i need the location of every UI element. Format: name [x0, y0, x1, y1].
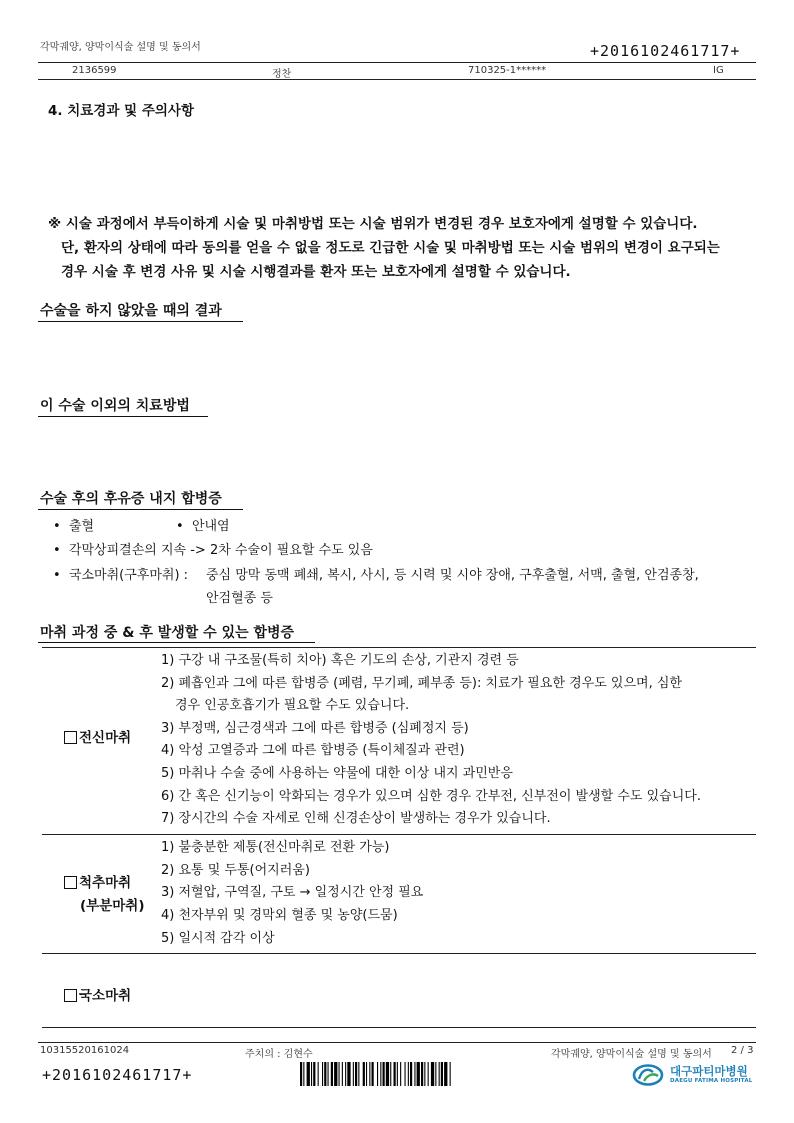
- hospital-logo: [632, 1063, 762, 1087]
- hospital-name-en: DAEGU FATIMA HOSPITAL: [670, 1078, 753, 1084]
- general-anesthesia-item: 4) 악성 고열증과 그에 따른 합병증 (특이체질과 관련): [161, 743, 465, 758]
- complication-epithelial-defect-text: 각막상피결손의 지속 -> 2차 수술이 필요할 수도 있음: [68, 543, 373, 558]
- local-anesthesia-option[interactable]: [64, 984, 131, 1004]
- spinal-anesthesia-item: 2) 요통 및 두통(어지러움): [161, 863, 310, 878]
- footer-barcode: [300, 1062, 532, 1086]
- barcode-bar: [363, 1062, 365, 1086]
- barcode-bar: [339, 1062, 340, 1086]
- section-title-no-surgery: 수술을 하지 않았을 때의 결과: [40, 303, 222, 319]
- table-top-border: [42, 647, 756, 648]
- resident-number: 710325-1******: [468, 65, 547, 76]
- barcode-bar: [355, 1062, 357, 1086]
- barcode-bar: [300, 1062, 302, 1086]
- patient-id: 2136599: [72, 65, 117, 76]
- barcode-bar: [331, 1062, 333, 1086]
- general-anesthesia-item: 경우 인공호흡기가 필요할 수도 있습니다.: [175, 698, 410, 713]
- section-title-alternatives: 이 수술 이외의 치료방법: [40, 398, 190, 414]
- barcode-bar: [372, 1062, 374, 1086]
- footer-divider: [38, 1042, 756, 1043]
- general-anesthesia-label: 전신마취: [79, 730, 132, 746]
- section-title-anesthesia-complications: 마취 과정 중 & 후 발생할 수 있는 합병증: [40, 625, 295, 641]
- barcode-bar: [390, 1062, 391, 1086]
- barcode-bar: [369, 1062, 370, 1086]
- section-title-treatment-course: 4. 치료경과 및 주의사항: [48, 103, 194, 119]
- barcode-bar: [441, 1062, 443, 1086]
- spinal-anesthesia-option[interactable]: [64, 871, 131, 891]
- barcode-bar: [405, 1062, 406, 1086]
- spinal-anesthesia-item: 3) 저혈압, 구역질, 구토 → 일정시간 안정 필요: [161, 885, 424, 900]
- barcode-bar: [428, 1062, 429, 1086]
- barcode-bar: [444, 1062, 447, 1086]
- note-line-3: 경우 시술 후 변경 사유 및 시술 시행결과를 환자 또는 보호자에게 설명할 수 있습니다.: [61, 264, 571, 280]
- hospital-name: 대구파티마병원: [670, 1064, 748, 1078]
- spinal-anesthesia-item: 5) 일시적 감각 이상: [161, 931, 275, 946]
- barcode-bar: [322, 1062, 323, 1086]
- hospital-emblem-icon: [632, 1064, 664, 1086]
- barcode-bar: [313, 1062, 315, 1086]
- barcode-bar: [421, 1062, 423, 1086]
- barcode-bar: [342, 1062, 343, 1086]
- barcode-bar: [424, 1062, 425, 1086]
- general-anesthesia-item: 1) 구강 내 구조물(특히 치아) 혹은 기도의 손상, 기관지 경련 등: [161, 653, 519, 668]
- local-anesthesia-checkbox[interactable]: [64, 989, 77, 1002]
- complication-endophthalmitis-text: 안내염: [191, 519, 230, 534]
- complication-bullet-bleeding: • 출혈: [53, 519, 95, 534]
- barcode-bar: [439, 1062, 440, 1086]
- barcode-bar: [450, 1062, 451, 1086]
- local-anesthesia-complications-line-1: 중심 망막 동맥 폐쇄, 복시, 사시, 등 시력 및 시야 장애, 구후출혈, 서맥, 출혈, 안검종창,: [206, 568, 699, 583]
- barcode-bar: [400, 1062, 401, 1086]
- barcode-bar: [431, 1062, 434, 1086]
- table-bottom-border: [42, 1027, 756, 1028]
- spinal-anesthesia-sublabel: (부분마취): [80, 898, 145, 914]
- spinal-anesthesia-item: 1) 불충분한 제통(전신마취로 전환 가능): [161, 840, 390, 855]
- spinal-anesthesia-checkbox[interactable]: [64, 876, 77, 889]
- footer-doc-code: 10315520161024: [40, 1045, 130, 1056]
- footer-barcode-number: +2016102461717+: [42, 1066, 193, 1084]
- header-divider-top: [38, 62, 756, 63]
- section-underline-complications: [38, 509, 243, 510]
- barcode-bar: [358, 1062, 359, 1086]
- barcode-bar: [397, 1062, 398, 1086]
- general-anesthesia-checkbox[interactable]: [64, 731, 77, 744]
- complication-bullet-epithelial-defect: • 각막상피결손의 지속 -> 2차 수술이 필요할 수도 있음: [53, 543, 373, 558]
- barcode-bar: [394, 1062, 396, 1086]
- spinal-anesthesia-item: 4) 천자부위 및 경막외 혈종 및 농양(드뭄): [161, 908, 398, 923]
- barcode-bar: [324, 1062, 326, 1086]
- general-anesthesia-option[interactable]: [64, 726, 131, 746]
- section-underline-anesthesia: [38, 642, 315, 643]
- barcode-bar: [345, 1062, 346, 1086]
- complication-bullet-endophthalmitis: • 안내염: [176, 519, 230, 534]
- barcode-bar: [386, 1062, 389, 1086]
- barcode-bar: [353, 1062, 354, 1086]
- barcode-bar: [414, 1062, 415, 1086]
- barcode-bar: [311, 1062, 312, 1086]
- spinal-anesthesia-label: 척추마취: [79, 875, 132, 891]
- section-underline-alternatives: [38, 416, 208, 417]
- barcode-bar: [408, 1062, 409, 1086]
- header-barcode-number: +2016102461717+: [590, 42, 741, 60]
- footer-page-number: 2 / 3: [731, 1045, 754, 1056]
- note-line-1: ※ 시술 과정에서 부득이하게 시술 및 마취방법 또는 시술 범위가 변경된 경우 보호자에게 설명할 수 있습니다.: [48, 216, 698, 232]
- section-underline-no-surgery: [38, 321, 243, 322]
- barcode-bar: [410, 1062, 412, 1086]
- local-anesthesia-label: 국소마취: [79, 988, 132, 1004]
- table-row-divider-1: [42, 834, 756, 835]
- barcode-bar: [303, 1062, 304, 1086]
- general-anesthesia-item: 2) 폐흡인과 그에 따른 합병증 (폐렴, 무기폐, 폐부종 등): 치료가 필요한 경우도 있으며, 심한: [161, 676, 682, 691]
- barcode-bar: [328, 1062, 329, 1086]
- note-line-2: 단, 환자의 상태에 따라 동의를 얻을 수 없을 정도로 긴급한 시술 및 마취방법 또는 시술 범위의 변경이 요구되는: [61, 240, 720, 256]
- header-divider-bottom: [38, 79, 756, 80]
- section-title-complications: 수술 후의 후유증 내지 합병증: [40, 491, 222, 507]
- barcode-bar: [318, 1062, 319, 1086]
- barcode-bar: [417, 1062, 420, 1086]
- local-anesthesia-label: 국소마취(구후마취) :: [68, 568, 189, 583]
- department-code: IG: [713, 65, 724, 76]
- barcode-bar: [380, 1062, 381, 1086]
- barcode-bar: [347, 1062, 350, 1086]
- general-anesthesia-item: 5) 마취나 수술 중에 사용하는 약물에 대한 이상 내지 과민반응: [161, 766, 513, 781]
- barcode-bar: [435, 1062, 436, 1086]
- table-row-divider-2: [42, 953, 756, 954]
- local-anesthesia-complications-line-2: 안검혈종 등: [206, 591, 273, 606]
- barcode-bar: [366, 1062, 367, 1086]
- barcode-bar: [383, 1062, 385, 1086]
- general-anesthesia-item: 7) 장시간의 수술 자세로 인해 신경손상이 발생하는 경우가 있습니다.: [161, 811, 551, 826]
- general-anesthesia-item: 6) 간 혹은 신기능이 악화되는 경우가 있으며 심한 경우 간부전, 신부전이 발생할 수도 있습니다.: [161, 789, 701, 804]
- barcode-bar: [307, 1062, 310, 1086]
- patient-name: 정찬: [272, 69, 292, 80]
- complication-bleeding-text: 출혈: [68, 519, 95, 534]
- complication-bullet-local-anesthesia: • 국소마취(구후마취) :: [53, 568, 189, 583]
- barcode-bar: [377, 1062, 378, 1086]
- general-anesthesia-item: 3) 부정맥, 심근경색과 그에 따른 합병증 (심폐정지 등): [161, 721, 469, 736]
- footer-physician: 주치의 : 김현수: [245, 1049, 313, 1060]
- barcode-bar: [334, 1062, 337, 1086]
- header-form-title: 각막궤양, 양막이식술 설명 및 동의서: [40, 42, 201, 53]
- footer-form-title: 각막궤양, 양막이식술 설명 및 동의서: [551, 1049, 712, 1060]
